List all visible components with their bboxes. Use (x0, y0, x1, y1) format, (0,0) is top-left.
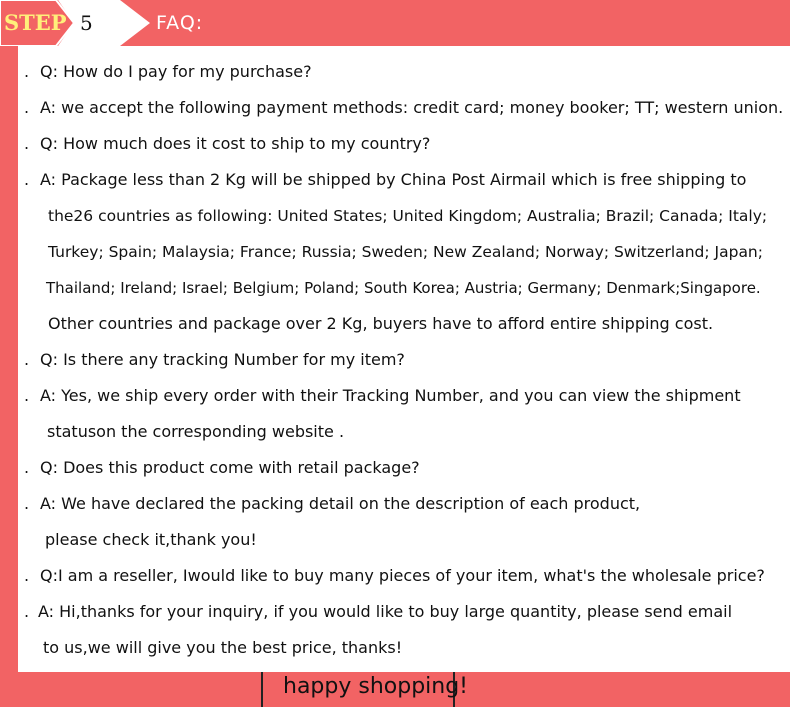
faq-line (18, 57, 790, 87)
faq-line-text: Q: How do I pay for my purchase? (40, 62, 312, 81)
header-banner (0, 0, 790, 46)
bullet-dot: . (24, 494, 30, 513)
step-label: STEP (4, 10, 67, 35)
faq-line (18, 129, 790, 159)
faq-line (18, 453, 790, 483)
section-title: FAQ: (156, 12, 204, 34)
bullet-dot: . (24, 62, 30, 81)
faq-line (18, 273, 790, 303)
faq-line (18, 309, 790, 339)
bullet-dot: . (24, 386, 30, 405)
faq-list (18, 46, 790, 672)
faq-line-text: Q: Is there any tracking Number for my item? (40, 350, 405, 369)
bullet-dot: . (24, 602, 30, 621)
bullet-dot: . (24, 350, 30, 369)
faq-line-text: A: we accept the following payment methods: credit card; money booker; TT; western union. (40, 98, 784, 117)
bullet-dot: . (24, 458, 30, 477)
faq-line-text: Q:I am a reseller, Iwould like to buy many pieces of your item, what's the wholesale price? (40, 566, 765, 585)
faq-line-text: Thailand; Ireland; Israel; Belgium; Poland; South Korea; Austria; Germany; Denmark;Singapore. (46, 279, 761, 297)
faq-line-text: please check it,thank you! (45, 530, 257, 549)
faq-line-text: Q: How much does it cost to ship to my country? (40, 134, 431, 153)
faq-line (18, 561, 790, 591)
faq-line (18, 633, 790, 663)
faq-line-text: A: Hi,thanks for your inquiry, if you would like to buy large quantity, please send email (38, 602, 733, 621)
faq-line-text: A: Yes, we ship every order with their Tracking Number, and you can view the shipment (40, 386, 741, 405)
faq-content (18, 46, 790, 672)
step-number-arrow (58, 0, 154, 46)
bullet-dot: . (24, 170, 30, 189)
faq-line (18, 93, 790, 123)
bullet-dot: . (24, 566, 30, 585)
faq-line (18, 525, 790, 555)
faq-line-text: A: Package less than 2 Kg will be shipped by China Post Airmail which is free shipping to (40, 170, 747, 189)
faq-line (18, 597, 790, 627)
faq-line (18, 201, 790, 231)
faq-line (18, 345, 790, 375)
faq-line-text: A: We have declared the packing detail on the description of each product, (40, 494, 641, 513)
faq-line-text: Other countries and package over 2 Kg, buyers have to afford entire shipping cost. (48, 314, 714, 333)
faq-line (18, 381, 790, 411)
faq-line (18, 417, 790, 447)
bullet-dot: . (24, 98, 30, 117)
faq-line-text: the26 countries as following: United States; United Kingdom; Australia; Brazil; Canada; Italy; (48, 207, 768, 225)
faq-line-text: statuson the corresponding website . (47, 422, 345, 441)
footer-text: happy shopping! (283, 674, 469, 699)
faq-line (18, 489, 790, 519)
faq-line-text: Turkey; Spain; Malaysia; France; Russia; Sweden; New Zealand; Norway; Switzerland; Japan; (48, 243, 763, 261)
faq-line (18, 237, 790, 267)
footer-banner (0, 672, 790, 707)
step-number: 5 (80, 11, 93, 35)
faq-line-text: to us,we will give you the best price, thanks! (43, 638, 403, 657)
faq-line (18, 165, 790, 195)
faq-line-text: Q: Does this product come with retail package? (40, 458, 420, 477)
bullet-dot: . (24, 134, 30, 153)
